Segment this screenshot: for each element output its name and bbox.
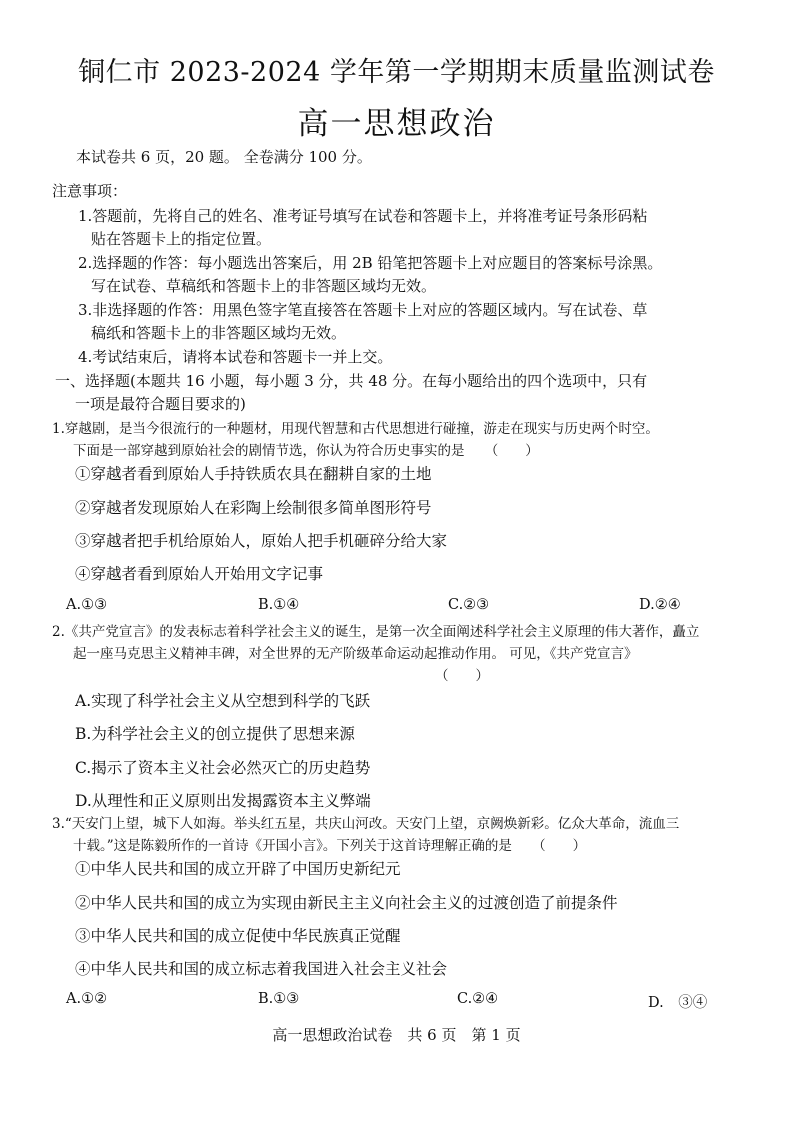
question-2-option-a: A.实现了科学社会主义从空想到科学的飞跃 [75, 692, 371, 710]
question-2-stem: 2.《共产党宣言》的发表标志着科学社会主义的诞生，是第一次全面阐述科学社会主义原理的伟大著作，矗立 [52, 624, 700, 640]
question-1-statement: ①穿越者看到原始人手持铁质农具在翻耕自家的土地 [75, 465, 432, 483]
question-1-stem-cont: 下面是一部穿越到原始社会的剧情节选，你认为符合历史事实的是 （ ） [73, 443, 539, 459]
question-1-choice-d: D.②④ [639, 597, 681, 613]
section-heading-cont: 一项是最符合题目要求的) [75, 395, 246, 413]
section-heading: 一、选择题(本题共 16 小题，每小题 3 分，共 48 分。在每小题给出的四个选项中，只有 [55, 372, 648, 390]
question-3-choice-b: B.①③ [258, 991, 300, 1007]
notice-item-2-cont: 写在试卷、草稿纸和答题卡上的非答题区域均无效。 [91, 277, 437, 295]
question-3-statement: ①中华人民共和国的成立开辟了中国历史新纪元 [75, 860, 401, 878]
question-2-option-b: B.为科学社会主义的创立提供了思想来源 [75, 725, 355, 743]
question-3-stem: 3.“天安门上望，城下人如海。举头红五星，共庆山河改。天安门上望，京阙焕新彩。亿众大革命，流血三 [52, 816, 680, 832]
notice-heading: 注意事项： [52, 182, 128, 200]
exam-intro: 本试卷共 6 页，20 题。 全卷满分 100 分。 [76, 148, 372, 166]
notice-item-4: 4.考试结束后，请将本试卷和答题卡一并上交。 [78, 348, 393, 366]
question-3-statement: ④中华人民共和国的成立标志着我国进入社会主义社会 [75, 960, 448, 978]
page-footer: 高一思想政治试卷 共 6 页 第 1 页 [272, 1026, 521, 1044]
question-1-choice-b: B.①④ [258, 597, 300, 613]
question-3-choice-a: A.①② [66, 991, 108, 1007]
notice-item-3: 3.非选择题的作答：用黑色签字笔直接答在答题卡上对应的答题区域内。写在试卷、草 [78, 301, 648, 319]
question-1-stem: 1.穿越剧，是当今很流行的一种题材，用现代智慧和古代思想进行碰撞，游走在现实与历史两个时空。 [52, 421, 659, 437]
exam-title: 铜仁市 2023-2024 学年第一学期期末质量监测试卷 [78, 57, 715, 88]
question-1-statement: ③穿越者把手机给原始人，原始人把手机砸碎分给大家 [75, 532, 448, 550]
question-1-statement: ④穿越者看到原始人开始用文字记事 [75, 565, 324, 583]
notice-item-1: 1.答题前，先将自己的姓名、准考证号填写在试卷和答题卡上，并将准考证号条形码粘 [78, 207, 648, 225]
question-3-statement: ②中华人民共和国的成立为实现由新民主主义向社会主义的过渡创造了前提条件 [75, 894, 618, 912]
question-1-choice-c: C.②③ [448, 597, 490, 613]
question-2-stem-cont: 起一座马克思主义精神丰碑，对全世界的无产阶级革命运动起推动作用。 可见，《共产党宣言》 [73, 646, 638, 662]
question-2-option-d: D.从理性和正义原则出发揭露资本主义弊端 [75, 792, 371, 810]
question-3-choice-d: D. ③④ [648, 995, 708, 1011]
notice-item-2: 2.选择题的作答：每小题选出答案后，用 2B 铅笔把答题卡上对应题目的答案标号涂黑。 [78, 254, 663, 272]
question-3-stem-cont: 十载。”这是陈毅所作的一首诗《开国小言》。下列关于这首诗理解正确的是 （ ） [73, 838, 587, 854]
question-2-stem-bracket: （ ） [435, 668, 489, 684]
question-1-statement: ②穿越者发现原始人在彩陶上绘制很多简单图形符号 [75, 499, 432, 517]
notice-item-1-cont: 贴在答题卡上的指定位置。 [91, 230, 272, 248]
question-1-choice-a: A.①③ [66, 597, 108, 613]
question-2-option-c: C.揭示了资本主义社会必然灭亡的历史趋势 [75, 759, 371, 777]
question-3-choice-c: C.②④ [457, 991, 499, 1007]
notice-item-3-cont: 稿纸和答题卡上的非答题区域均无效。 [91, 324, 347, 342]
exam-subtitle: 高一思想政治 [297, 106, 496, 142]
question-3-statement: ③中华人民共和国的成立促使中华民族真正觉醒 [75, 927, 401, 945]
